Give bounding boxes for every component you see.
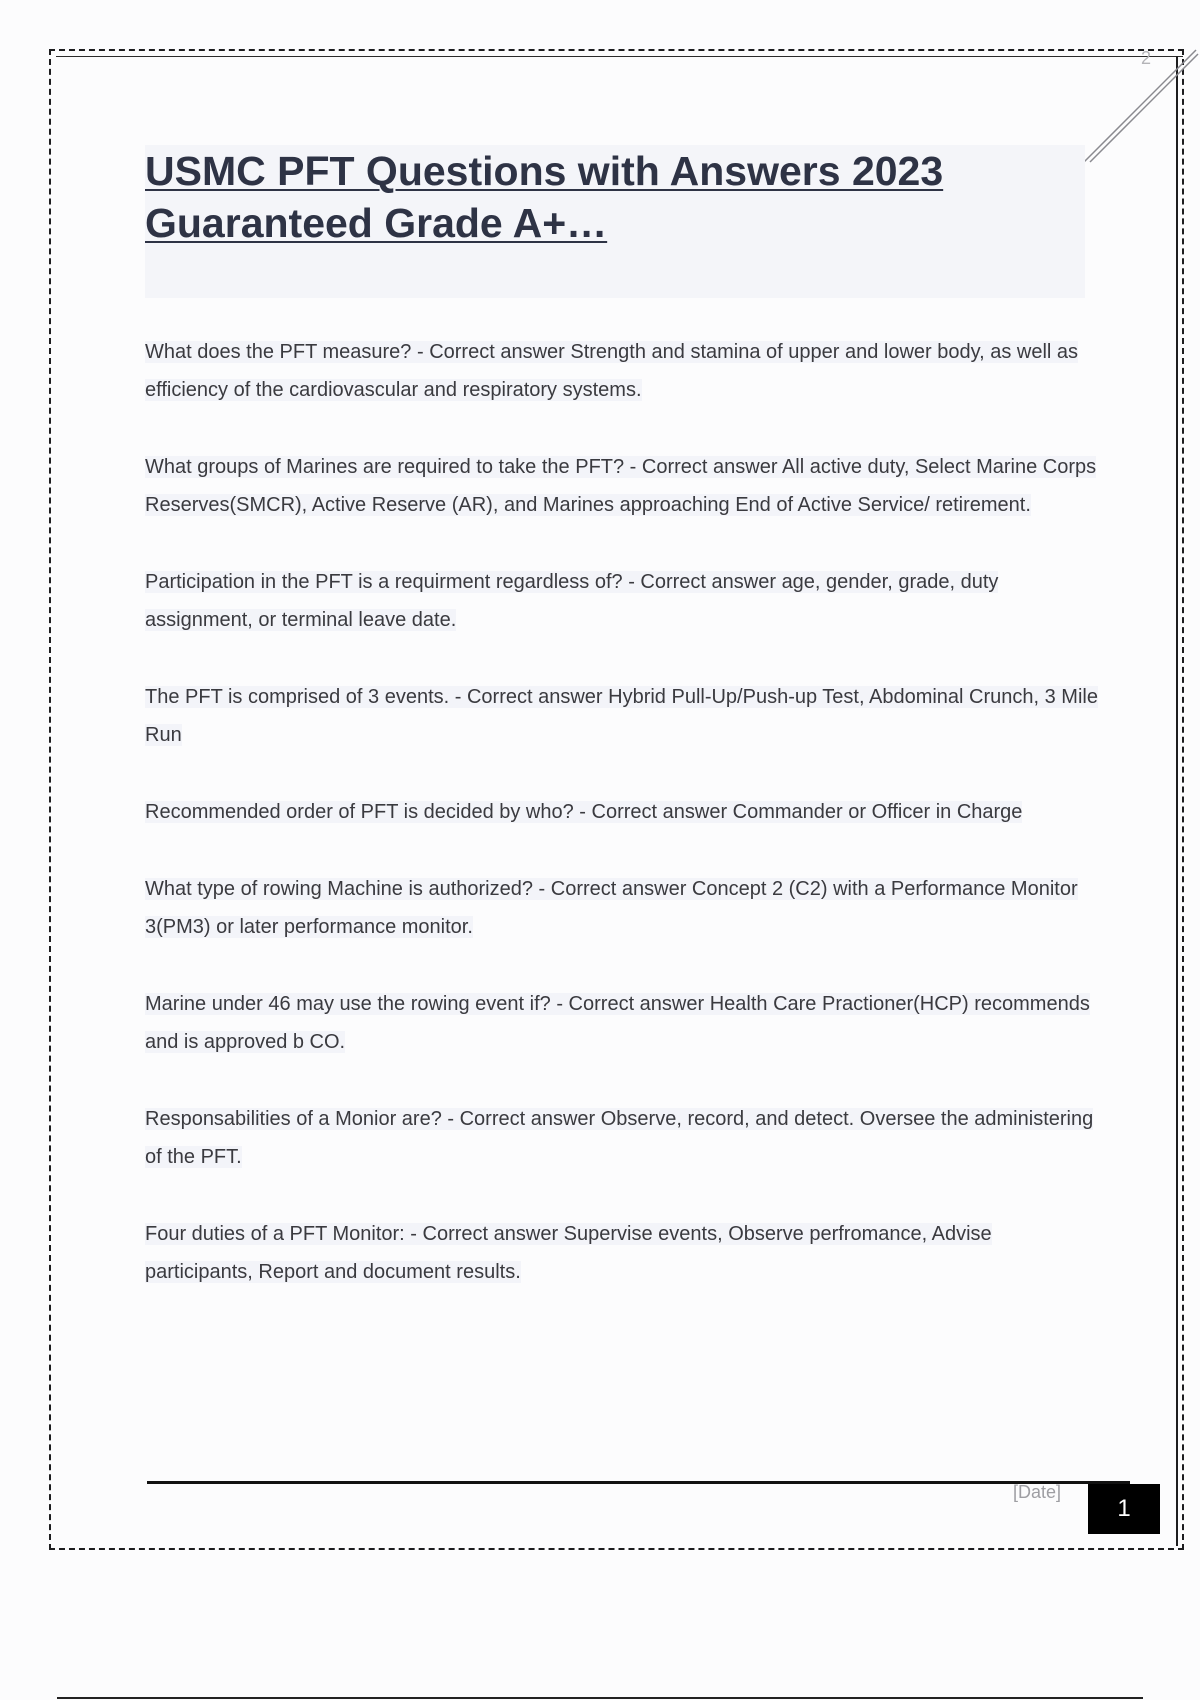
qa-item: Responsabilities of a Monior are? - Correct answer Observe, record, and detect. Oversee the administering of the PFT. xyxy=(145,1108,1094,1168)
page-number-box xyxy=(1088,1484,1160,1534)
document-title xyxy=(145,145,1085,249)
footer-date: [Date] xyxy=(1013,1482,1062,1502)
qa-item: What groups of Marines are required to take the PFT? - Correct answer All active duty, Select Marine Corps Reserves(SMCR), Active Reserve (AR), and Marines approaching End of Active Service/ retirement. xyxy=(145,456,1097,516)
right-border-line xyxy=(1176,56,1178,1546)
corner-decoration xyxy=(1080,46,1200,166)
next-page-rule xyxy=(57,1697,1143,1699)
qa-item: Participation in the PFT is a requirment regardless of? - Correct answer age, gender, grade, duty assignment, or terminal leave date. xyxy=(145,571,999,631)
page-number: 1 xyxy=(1117,1495,1131,1522)
header-rule xyxy=(56,56,1183,57)
qa-item: Recommended order of PFT is decided by who? - Correct answer Commander or Officer in Charge xyxy=(145,801,1023,823)
corner-page-number: 2 xyxy=(1141,48,1152,68)
title-block xyxy=(145,145,1085,298)
footer-rule xyxy=(147,1481,1130,1484)
title-line-2: Guaranteed Grade A+… xyxy=(145,200,608,246)
qa-item: What does the PFT measure? - Correct answer Strength and stamina of upper and lower body, as well as efficiency of the cardiovascular and respiratory systems. xyxy=(145,341,1079,401)
qa-item: What type of rowing Machine is authorized? - Correct answer Concept 2 (C2) with a Performance Monitor 3(PM3) or later performance monitor. xyxy=(145,878,1078,938)
qa-item: The PFT is comprised of 3 events. - Correct answer Hybrid Pull-Up/Push-up Test, Abdominal Crunch, 3 Mile Run xyxy=(145,686,1098,746)
qa-item: Marine under 46 may use the rowing event if? - Correct answer Health Care Practioner(HCP) recommends and is approved b CO. xyxy=(145,993,1090,1053)
qa-list xyxy=(145,333,1105,1330)
qa-item: Four duties of a PFT Monitor: - Correct answer Supervise events, Observe perfromance, Advise participants, Report and document results. xyxy=(145,1223,992,1283)
title-line-1: USMC PFT Questions with Answers 2023 xyxy=(145,148,944,194)
